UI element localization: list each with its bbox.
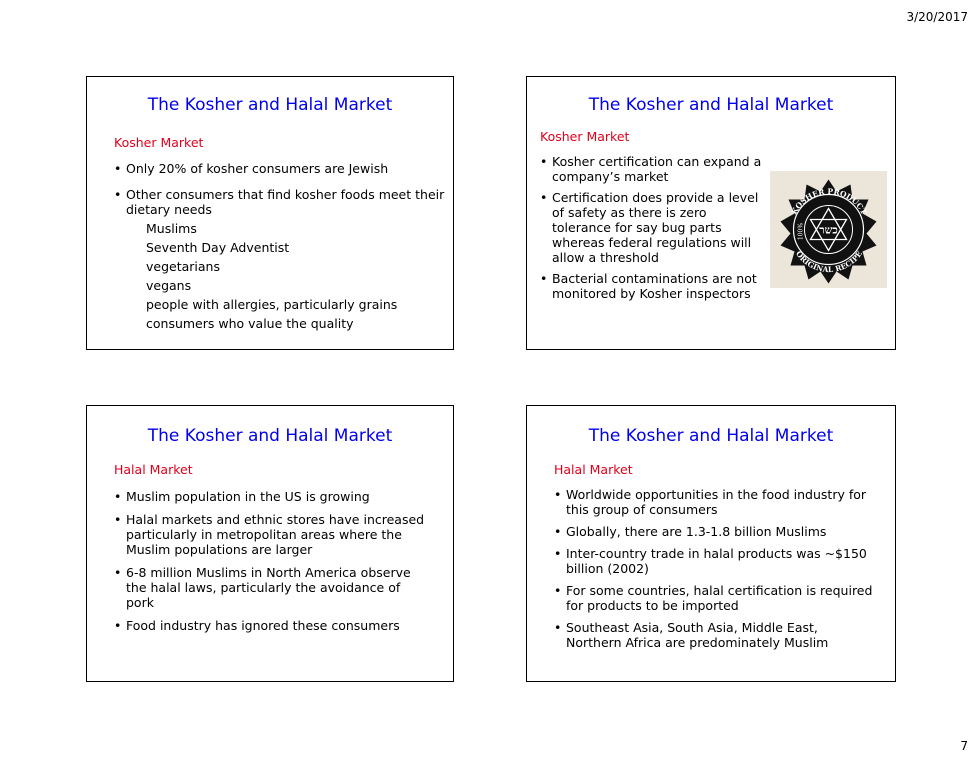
list-item: • Food industry has ignored these consumers bbox=[114, 618, 426, 633]
seal-center-text: כשר bbox=[819, 223, 838, 237]
list-item: • Only 20% of kosher consumers are Jewish bbox=[114, 161, 449, 176]
slide-4 bbox=[526, 405, 896, 682]
slide-subhead: Halal Market bbox=[554, 462, 633, 477]
sub-item: Muslims bbox=[146, 221, 197, 236]
list-item: • Other consumers that find kosher foods meet their dietary needs Muslims Seventh Day Adventist vegetarians vegans people with allergies, particularly grains consumers who value the quality bbox=[114, 187, 449, 331]
list-item: • Certification does provide a level of safety as there is zero tolerance for say bug parts whereas federal regulations will allow a threshold bbox=[540, 190, 768, 265]
bullet-list bbox=[554, 487, 874, 650]
page-number: 7 bbox=[960, 739, 968, 753]
slide-subhead: Kosher Market bbox=[540, 129, 630, 144]
sub-item: consumers who value the quality bbox=[146, 316, 354, 331]
list-item: • Southeast Asia, South Asia, Middle East, Northern Africa are predominately Muslim bbox=[554, 620, 874, 650]
list-item: • Inter-country trade in halal products was ~$150 billion (2002) bbox=[554, 546, 874, 576]
slide-title: The Kosher and Halal Market bbox=[147, 426, 393, 446]
slide-title: The Kosher and Halal Market bbox=[147, 95, 393, 115]
kosher-seal-image bbox=[770, 171, 887, 288]
sub-item: people with allergies, particularly grains bbox=[146, 297, 398, 312]
seal-bottom-text: ORIGINAL RECIPE bbox=[793, 249, 864, 275]
list-item: • Kosher certification can expand a company’s market bbox=[540, 154, 768, 184]
list-item: • Bacterial contaminations are not monitored by Kosher inspectors bbox=[540, 271, 768, 301]
bullet-list bbox=[114, 489, 426, 633]
slide-subhead: Halal Market bbox=[114, 462, 193, 477]
slide-3 bbox=[86, 405, 454, 682]
list-item: • Halal markets and ethnic stores have increased particularly in metropolitan areas where the Muslim populations are larger bbox=[114, 512, 426, 557]
slide-title: The Kosher and Halal Market bbox=[588, 426, 834, 446]
list-item: • Globally, there are 1.3-1.8 billion Muslims bbox=[554, 524, 874, 539]
seal-top-text: KOSHER PRODUCT bbox=[789, 186, 869, 216]
slide-1 bbox=[86, 76, 454, 350]
header-date: 3/20/2017 bbox=[906, 10, 968, 24]
list-item: • Worldwide opportunities in the food industry for this group of consumers bbox=[554, 487, 874, 517]
kosher-seal-icon bbox=[770, 171, 887, 288]
sub-item: Seventh Day Adventist bbox=[146, 240, 290, 255]
list-item: • Muslim population in the US is growing bbox=[114, 489, 426, 504]
slide-2 bbox=[526, 76, 896, 350]
seal-left-text: 100% bbox=[797, 222, 805, 241]
sub-item: vegetarians bbox=[146, 259, 220, 274]
bullet-list bbox=[114, 161, 449, 331]
slide-title: The Kosher and Halal Market bbox=[588, 95, 834, 115]
list-item: • 6-8 million Muslims in North America observe the halal laws, particularly the avoidance of pork bbox=[114, 565, 426, 610]
list-item: • For some countries, halal certification is required for products to be imported bbox=[554, 583, 874, 613]
slide-subhead: Kosher Market bbox=[114, 135, 204, 150]
bullet-list bbox=[540, 154, 768, 301]
sub-item: vegans bbox=[146, 278, 192, 293]
